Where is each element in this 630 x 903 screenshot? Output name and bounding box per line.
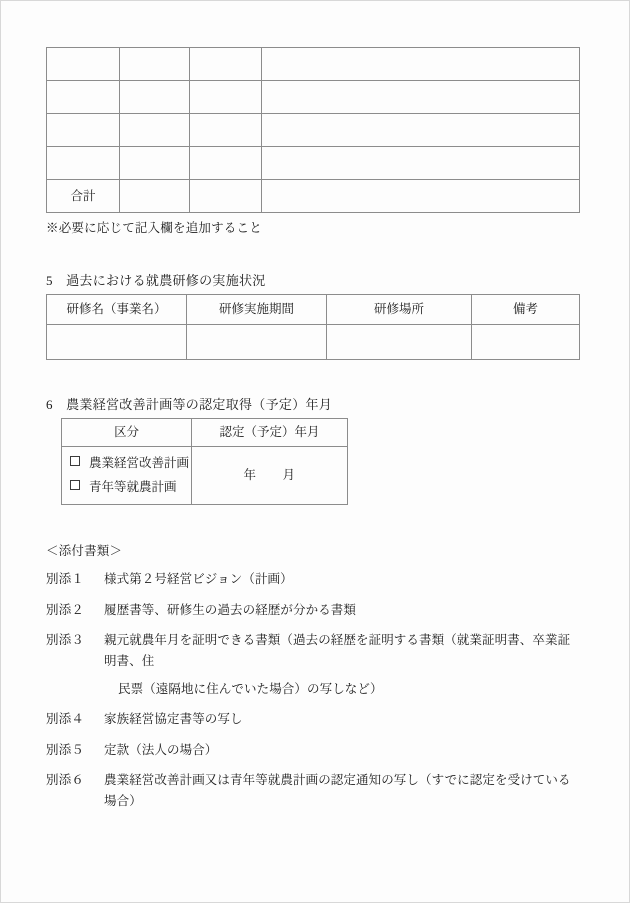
training-cell-remarks[interactable] xyxy=(472,325,580,360)
training-header-name: 研修名（事業名） xyxy=(47,295,187,325)
entries-cell-r4c3[interactable] xyxy=(190,147,262,180)
table-row[interactable] xyxy=(47,147,580,180)
attachment-label: 別添５ xyxy=(46,742,85,757)
table-header-row xyxy=(62,419,348,447)
section-6 xyxy=(46,394,580,505)
attachment-text: 履歴書等、研修生の過去の経歴が分かる書類 xyxy=(104,602,357,617)
table-row[interactable] xyxy=(47,48,580,81)
entries-cell-r2c1[interactable] xyxy=(47,81,120,114)
plan-option-label: 農業経営改善計画 xyxy=(89,456,190,471)
entries-table xyxy=(46,47,580,213)
entries-cell-r2c3[interactable] xyxy=(190,81,262,114)
section-5 xyxy=(46,270,580,360)
checkbox-icon[interactable] xyxy=(70,480,80,490)
training-header-period: 研修実施期間 xyxy=(187,295,327,325)
attachment-label: 別添１ xyxy=(46,572,85,586)
entries-cell-r4c4[interactable] xyxy=(262,147,580,180)
plan-header-date: 認定（予定）年月 xyxy=(192,419,348,447)
plan-option-youth-farming[interactable] xyxy=(70,476,191,499)
plan-certification-table xyxy=(61,418,348,505)
attachment-label: 別添３ xyxy=(46,633,85,648)
list-item xyxy=(46,770,580,811)
entries-cell-r2c4[interactable] xyxy=(262,81,580,114)
entries-cell-r1c2[interactable] xyxy=(120,48,190,81)
attachment-label: 別添２ xyxy=(46,602,85,617)
list-item xyxy=(46,569,580,590)
entries-cell-r3c4[interactable] xyxy=(262,114,580,147)
list-item xyxy=(46,740,580,761)
entries-cell-r1c1[interactable] xyxy=(47,48,120,81)
total-spacer xyxy=(262,180,580,213)
attachments-title: ＜添付書類＞ xyxy=(46,544,123,558)
training-cell-period[interactable] xyxy=(187,325,327,360)
attachment-label: 別添４ xyxy=(46,712,85,727)
document-body xyxy=(46,47,580,822)
attachment-text-wrapper xyxy=(104,630,580,699)
entries-cell-r3c2[interactable] xyxy=(120,114,190,147)
plan-date-cell[interactable]: 年 月 xyxy=(192,447,348,505)
attachment-text-continuation: 民票（遠隔地に住んでいた場合）の写しなど） xyxy=(118,681,383,696)
list-item xyxy=(46,600,580,621)
total-row[interactable] xyxy=(47,180,580,213)
attachment-text: 定款（法人の場合） xyxy=(104,742,218,757)
list-item xyxy=(46,709,580,730)
total-label: 合計 xyxy=(47,180,120,213)
section-6-heading: 6 農業経営改善計画等の認定取得（予定）年月 xyxy=(46,397,333,412)
table-row[interactable] xyxy=(62,447,348,505)
entries-cell-r1c4[interactable] xyxy=(262,48,580,81)
attachment-text: 親元就農年月を証明できる書類（過去の経歴を証明する書類（就業証明書、卒業証明書、住 xyxy=(104,633,571,668)
training-header-place: 研修場所 xyxy=(327,295,472,325)
attachments-section xyxy=(46,541,580,812)
entries-cell-r4c1[interactable] xyxy=(47,147,120,180)
attachment-label: 別添６ xyxy=(46,773,85,788)
plan-option-farm-improvement[interactable] xyxy=(70,452,191,475)
table-header-row xyxy=(47,295,580,325)
checkbox-icon[interactable] xyxy=(70,456,80,466)
training-cell-name[interactable] xyxy=(47,325,187,360)
attachment-text: 農業経営改善計画又は青年等就農計画の認定通知の写し（すでに認定を受けている場合） xyxy=(104,773,571,808)
entries-table-note: ※必要に応じて記入欄を追加すること xyxy=(46,221,262,235)
training-header-remarks: 備考 xyxy=(472,295,580,325)
plan-option-label: 青年等就農計画 xyxy=(89,479,177,494)
entries-cell-r1c3[interactable] xyxy=(190,48,262,81)
training-history-table xyxy=(46,294,580,360)
entries-cell-r3c1[interactable] xyxy=(47,114,120,147)
list-item xyxy=(46,630,580,699)
plan-options-cell xyxy=(62,447,192,505)
table-row[interactable] xyxy=(47,114,580,147)
attachment-text: 様式第２号経営ビジョン（計画） xyxy=(104,572,293,586)
entries-cell-r3c3[interactable] xyxy=(190,114,262,147)
total-cell-2[interactable] xyxy=(190,180,262,213)
table-row[interactable] xyxy=(47,81,580,114)
plan-header-category: 区分 xyxy=(62,419,192,447)
entries-cell-r2c2[interactable] xyxy=(120,81,190,114)
entries-cell-r4c2[interactable] xyxy=(120,147,190,180)
table-row[interactable] xyxy=(47,325,580,360)
total-cell-1[interactable] xyxy=(120,180,190,213)
attachment-text: 家族経営協定書等の写し xyxy=(104,712,243,727)
training-cell-place[interactable] xyxy=(327,325,472,360)
section-5-heading: 5 過去における就農研修の実施状況 xyxy=(46,273,266,288)
